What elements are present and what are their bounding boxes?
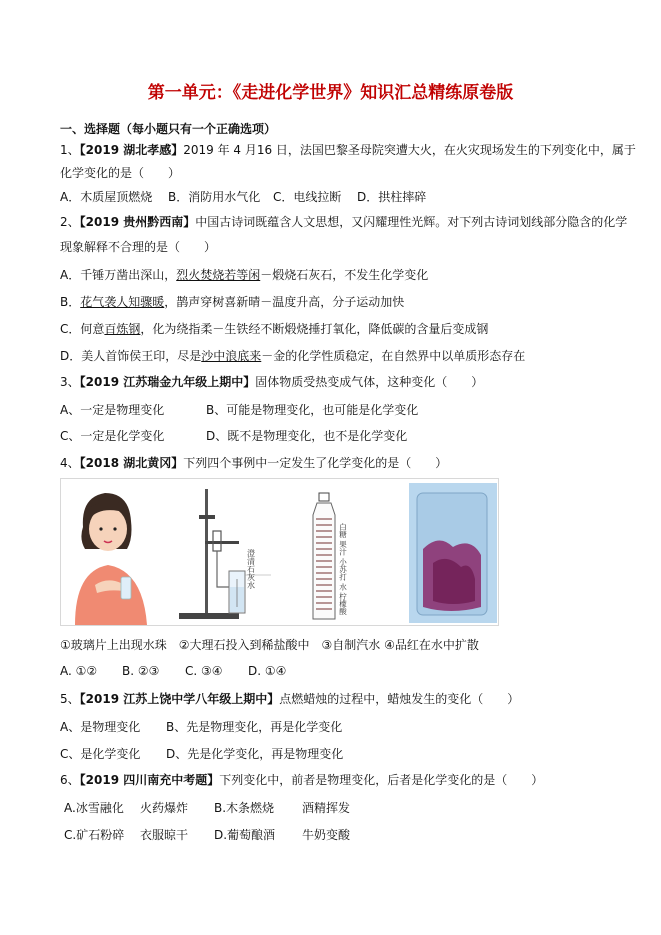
q6-option-a: A.冰雪融化 [64,801,124,815]
option-text: D．美人首饰侯王印，尽是 [60,349,202,363]
question-6 [60,772,543,788]
question-4 [60,455,447,471]
q3-option-d: D、既不是物理变化，也不是化学变化 [206,429,408,443]
q4-option-c: C. ③④ [185,664,223,678]
question-number: 4、 [60,456,80,470]
q6-option-c-second: 衣服晾干 [140,828,189,842]
option-text: A．千锤万凿出深山， [60,268,177,282]
underlined-phrase: 沙中浪底来 [201,349,262,363]
question-1 [60,142,636,158]
question-number: 6、 [60,773,80,787]
question-source: 【2019 贵州黔西南】 [79,215,196,229]
experiment-figure [60,478,499,626]
question-source: 【2019 四川南充中考题】 [79,773,220,787]
q6-option-a-second: 火药爆炸 [140,801,189,815]
underlined-phrase: 花气袭人知骤暖 [80,295,165,309]
question-stem: 固体物质受热变成气体，这种变化（ ） [255,375,484,389]
q3-option-a: A、一定是物理变化 [60,403,165,417]
question-stem: 2019 年 4 月16 日，法国巴黎圣母院突遭大火，在火灾现场发生的下列变化中，属于 [183,143,636,157]
underlined-phrase: 百炼钢 [104,322,141,336]
q5-option-c: C、是化学变化 [60,747,141,761]
girl-illustration [75,493,147,625]
q6-option-d: D.葡萄酿酒 [214,828,276,842]
option-text: ，化为绕指柔－生铁经不断煅烧捶打氧化，降低碳的含量后变成钢 [140,322,489,336]
question-number: 1、 [60,143,80,157]
q1-option-a: A．木质屋顶燃烧 [60,190,153,204]
q2-option-a [60,267,428,283]
question-2-stem-continued: 现象解释不合理的是（ ） [60,240,217,254]
page-title: 第一单元：《走进化学世界》知识汇总精练原卷版 [147,83,514,103]
question-stem: 下列变化中，前者是物理变化，后者是化学变化的是（ ） [219,773,544,787]
section-heading: 一、选择题（每小题只有一个正确选项） [60,122,277,136]
option-text: －煅烧石灰石，不发生化学变化 [260,268,429,282]
q3-option-b: B、可能是物理变化，也可能是化学变化 [206,403,419,417]
question-5 [60,691,519,707]
option-text: －金的化学性质稳定，在自然界中以单质形态存在 [261,349,526,363]
q6-option-d-second: 牛奶变酸 [302,828,351,842]
q6-option-b-second: 酒精挥发 [302,801,351,815]
q2-option-c [60,321,488,337]
question-source: 【2019 湖北孝感】 [79,143,184,157]
q2-option-d [60,348,525,364]
q5-option-d: D、先是化学变化，再是物理变化 [166,747,344,761]
question-3 [60,374,483,390]
q4-option-a: A. ①② [60,664,98,678]
q6-option-b: B.木条燃烧 [214,801,275,815]
q4-option-b: B. ②③ [122,664,160,678]
question-source: 【2019 江苏瑞金九年级上期中】 [79,375,256,389]
soda-bottle [313,493,348,619]
q1-option-c: C．电线拉断 [273,190,342,204]
q1-option-d: D．拱柱摔碎 [357,190,427,204]
limewater-apparatus [179,489,271,619]
option-text: B． [60,295,81,309]
figure-caption: ①玻璃片上出现水珠 ②大理石投入到稀盐酸中 ③自制汽水 ④品红在水中扩散 [60,638,479,652]
option-text: ，鹊声穿树喜新晴－温度升高，分子运动加快 [164,295,405,309]
question-2 [60,214,627,230]
q6-option-c: C.矿石粉碎 [64,828,125,842]
question-source: 【2019 江苏上饶中学八年级上期中】 [79,692,280,706]
question-number: 3、 [60,375,80,389]
q3-option-c: C、一定是化学变化 [60,429,165,443]
question-stem: 中国古诗词既蕴含人文思想，又闪耀理性光辉。对下列古诗词划线部分隐含的化学 [195,215,628,229]
q2-option-b [60,294,404,310]
question-stem: 点燃蜡烛的过程中，蜡烛发生的变化（ ） [279,692,520,706]
question-1-stem-continued: 化学变化的是（ ） [60,166,181,180]
q5-option-a: A、是物理变化 [60,720,141,734]
option-text: C．何意 [60,322,105,336]
q5-option-b: B、先是物理变化，再是化学变化 [166,720,343,734]
underlined-phrase: 烈火焚烧若等闲 [176,268,261,282]
limewater-label: 澄清石灰水 [246,549,256,589]
question-source: 【2018 湖北黄冈】 [79,456,184,470]
q4-option-d: D. ①④ [248,664,287,678]
question-number: 2、 [60,215,80,229]
q1-option-b: B．消防用水气化 [168,190,261,204]
question-stem: 下列四个事例中一定发生了化学变化的是（ ） [183,456,448,470]
bottle-ingredients-label: 白糖 果汁 小苏打 水 柠檬酸 [338,523,348,616]
dye-diffusion-beaker [409,483,497,623]
question-number: 5、 [60,692,80,706]
